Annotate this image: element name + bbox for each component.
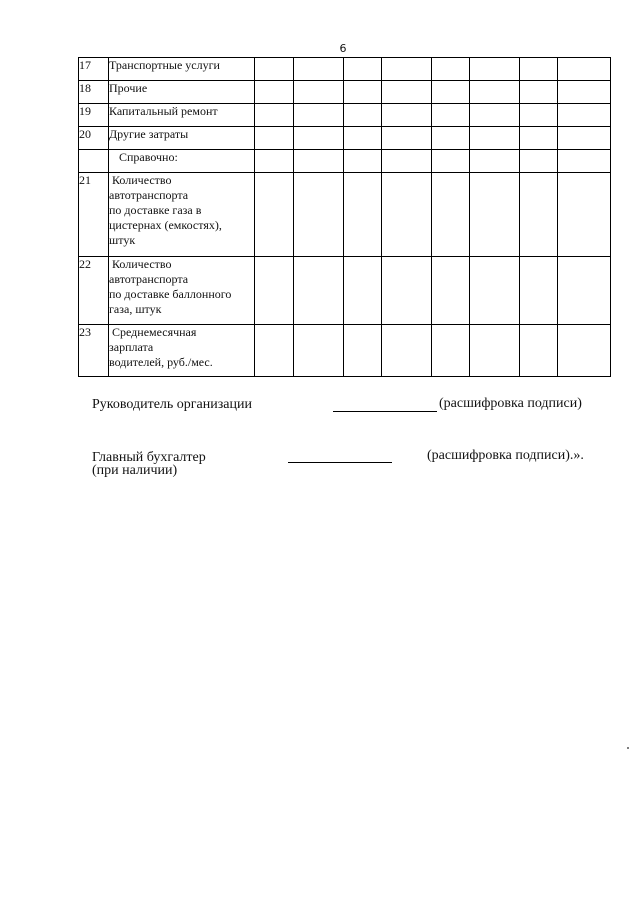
empty-cell: [344, 104, 382, 127]
empty-cell: [470, 325, 520, 377]
table-row: [79, 104, 611, 127]
empty-cell: [294, 81, 344, 104]
empty-cell: [294, 150, 344, 173]
empty-cell: [432, 325, 470, 377]
empty-cell: [432, 58, 470, 81]
row-name-text: Количество автотранспорта по доставке баллонного газа, штук: [109, 257, 232, 316]
accountant-signature-line: [288, 462, 392, 463]
row-name-text: Капитальный ремонт: [109, 104, 218, 118]
empty-cell: [382, 325, 432, 377]
empty-cell: [344, 127, 382, 150]
empty-cell: [470, 150, 520, 173]
page-number: 6: [339, 42, 347, 55]
empty-cell: [382, 58, 432, 81]
empty-cell: [255, 257, 294, 325]
row-number: 21: [79, 173, 109, 257]
empty-cell: [294, 325, 344, 377]
accountant-signature-label: Главный бухгалтер: [92, 450, 206, 465]
row-number: 19: [79, 104, 109, 127]
empty-cell: [520, 257, 558, 325]
empty-cell: [255, 127, 294, 150]
empty-cell: [344, 325, 382, 377]
empty-cell: [432, 257, 470, 325]
head-signature-decode: (расшифровка подписи): [439, 396, 582, 411]
accountant-signature-note: (при наличии): [92, 463, 178, 478]
empty-cell: [344, 257, 382, 325]
table-row: [79, 325, 611, 377]
empty-cell: [344, 58, 382, 81]
empty-cell: [344, 173, 382, 257]
empty-cell: [294, 257, 344, 325]
table-row: [79, 173, 611, 257]
empty-cell: [344, 81, 382, 104]
empty-cell: [558, 150, 611, 173]
empty-cell: [382, 81, 432, 104]
empty-cell: [558, 173, 611, 257]
table-row: [79, 257, 611, 325]
empty-cell: [382, 104, 432, 127]
empty-cell: [294, 173, 344, 257]
row-name-text: Другие затраты: [109, 127, 189, 141]
row-name: [109, 104, 255, 127]
empty-cell: [255, 58, 294, 81]
empty-cell: [470, 81, 520, 104]
empty-cell: [470, 257, 520, 325]
table-row: [79, 127, 611, 150]
row-name-text: Справочно:: [119, 150, 178, 164]
empty-cell: [520, 173, 558, 257]
table-row: [79, 81, 611, 104]
row-number: 20: [79, 127, 109, 150]
empty-cell: [382, 173, 432, 257]
empty-cell: [432, 173, 470, 257]
empty-cell: [294, 127, 344, 150]
empty-cell: [432, 150, 470, 173]
empty-cell: [382, 150, 432, 173]
empty-cell: [470, 173, 520, 257]
empty-cell: [520, 127, 558, 150]
empty-cell: [255, 325, 294, 377]
empty-cell: [520, 58, 558, 81]
scan-speck: [627, 747, 629, 749]
empty-cell: [558, 81, 611, 104]
row-number: 18: [79, 81, 109, 104]
row-name: [109, 173, 255, 257]
row-name-text: Количество автотранспорта по доставке газа в цистернах (емкостях), штук: [109, 173, 222, 247]
row-number: 23: [79, 325, 109, 377]
row-number: 17: [79, 58, 109, 81]
empty-cell: [432, 104, 470, 127]
row-name: [109, 150, 255, 173]
row-name: [109, 127, 255, 150]
row-number: [79, 150, 109, 173]
empty-cell: [520, 150, 558, 173]
table-row: [79, 150, 611, 173]
row-name-text: Транспортные услуги: [109, 58, 220, 72]
empty-cell: [255, 81, 294, 104]
empty-cell: [520, 104, 558, 127]
row-name-text: Среднемесячная зарплата водителей, руб./мес.: [109, 325, 213, 369]
row-name: [109, 58, 255, 81]
empty-cell: [558, 104, 611, 127]
accountant-signature-decode: (расшифровка подписи).».: [427, 448, 584, 463]
head-signature-label: Руководитель организации: [92, 397, 252, 412]
head-signature-line: [333, 411, 437, 412]
table-row: [79, 58, 611, 81]
row-name: [109, 325, 255, 377]
empty-cell: [558, 257, 611, 325]
empty-cell: [558, 325, 611, 377]
empty-cell: [294, 58, 344, 81]
empty-cell: [294, 104, 344, 127]
row-name-text: Прочие: [109, 81, 148, 95]
empty-cell: [470, 58, 520, 81]
empty-cell: [255, 173, 294, 257]
empty-cell: [520, 81, 558, 104]
empty-cell: [382, 127, 432, 150]
empty-cell: [344, 150, 382, 173]
empty-cell: [470, 127, 520, 150]
empty-cell: [255, 104, 294, 127]
empty-cell: [432, 127, 470, 150]
report-table: [78, 57, 611, 377]
empty-cell: [558, 58, 611, 81]
empty-cell: [255, 150, 294, 173]
empty-cell: [520, 325, 558, 377]
row-number: 22: [79, 257, 109, 325]
empty-cell: [432, 81, 470, 104]
row-name: [109, 257, 255, 325]
row-name: [109, 81, 255, 104]
empty-cell: [470, 104, 520, 127]
empty-cell: [382, 257, 432, 325]
empty-cell: [558, 127, 611, 150]
